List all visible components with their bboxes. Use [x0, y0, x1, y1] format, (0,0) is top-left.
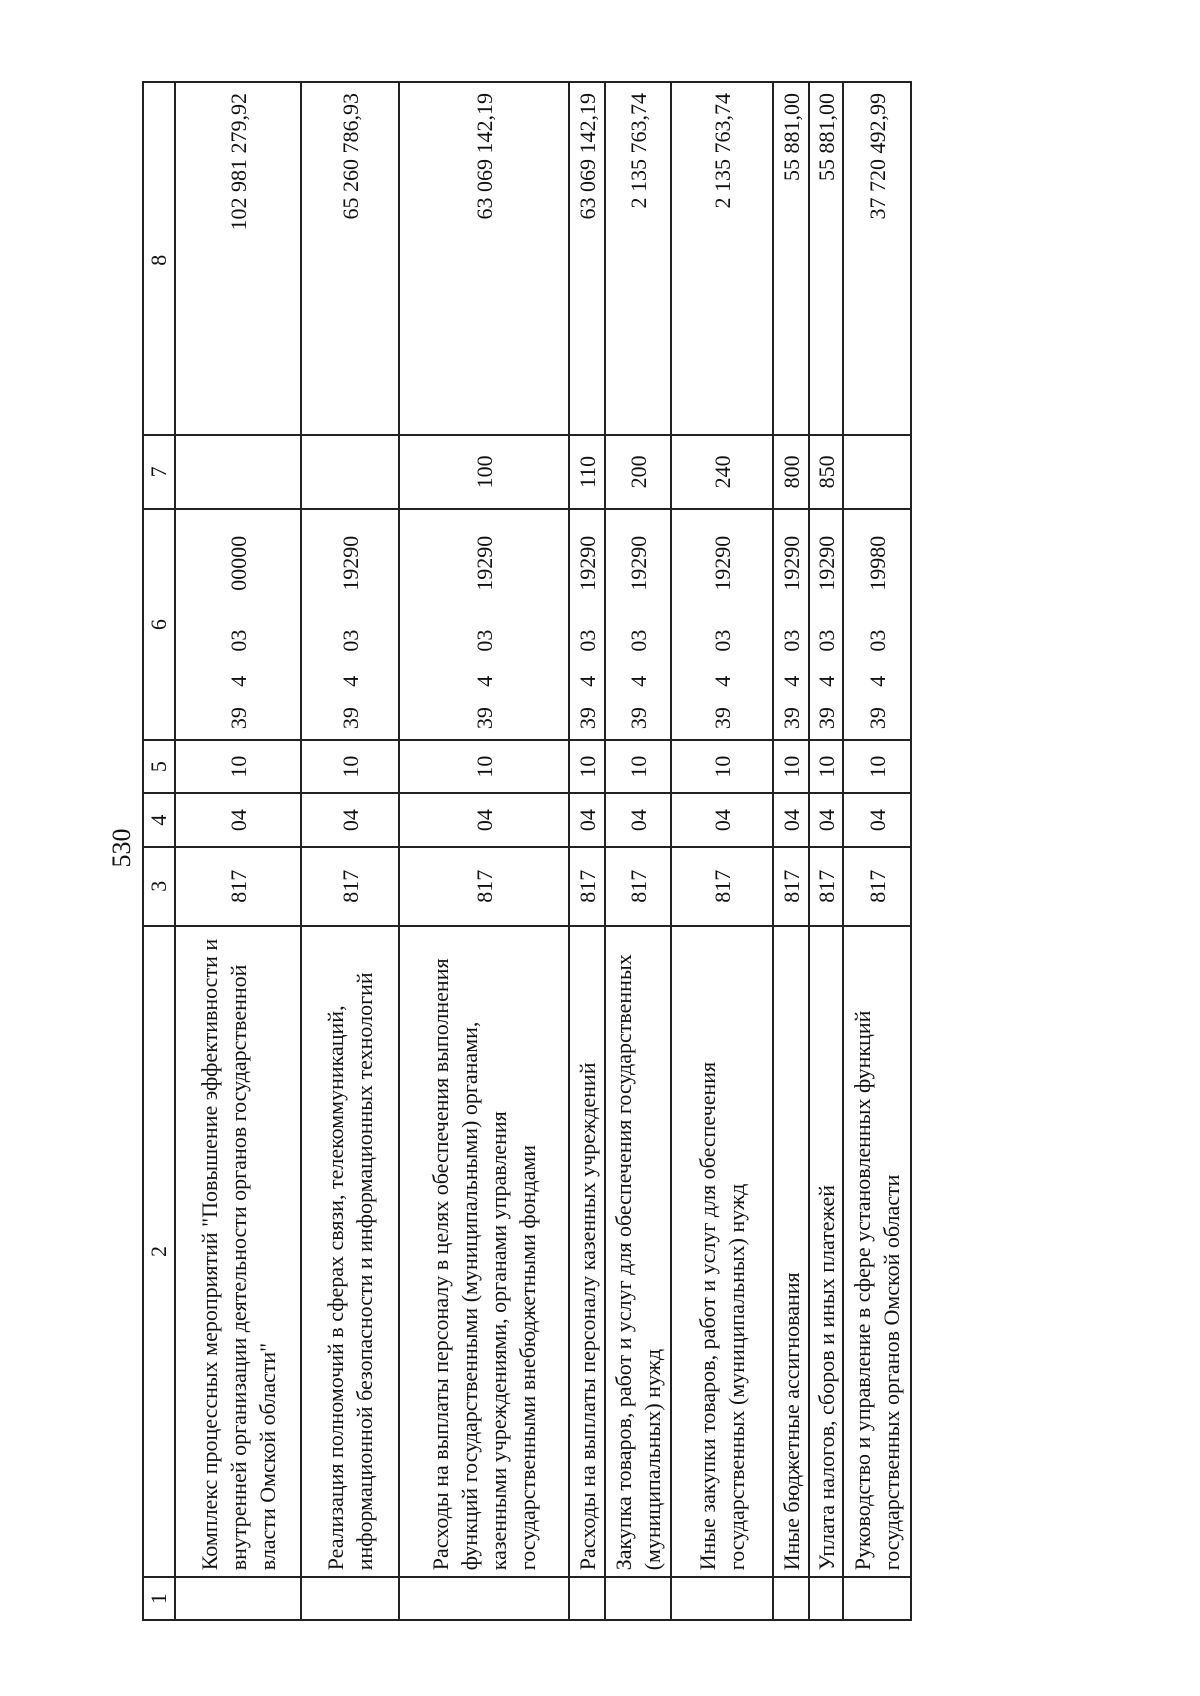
cell-col7: 240 [671, 435, 773, 510]
cell-col6-direction: 19290 [605, 509, 671, 616]
table-body [175, 82, 911, 1620]
cell-col6-program: 39 [175, 697, 301, 740]
cell-col3: 817 [809, 847, 843, 926]
cell-col5: 10 [175, 740, 301, 793]
cell-col7: 850 [809, 435, 843, 510]
table-row [843, 82, 911, 1620]
cell-col4: 04 [671, 793, 773, 846]
header-col-4: 4 [143, 793, 175, 846]
cell-col7: 800 [773, 435, 809, 510]
cell-col6-type: 4 [175, 665, 301, 697]
cell-col6-direction: 19290 [399, 509, 569, 616]
cell-col5: 10 [671, 740, 773, 793]
table-row [671, 82, 773, 1620]
cell-col6-type: 4 [671, 665, 773, 697]
cell-col6-program: 39 [843, 697, 911, 740]
table-row [809, 82, 843, 1620]
cell-col6-complex: 03 [605, 616, 671, 665]
table-row [399, 82, 569, 1620]
cell-col1 [773, 1577, 809, 1620]
cell-col6-direction: 00000 [175, 509, 301, 616]
cell-col6-program: 39 [301, 697, 399, 740]
header-col-2: 2 [143, 926, 175, 1578]
page-number: 530 [107, 828, 136, 868]
cell-col1 [671, 1577, 773, 1620]
cell-col3: 817 [773, 847, 809, 926]
cell-col6-direction: 19290 [671, 509, 773, 616]
cell-col4: 04 [175, 793, 301, 846]
cell-col5: 10 [809, 740, 843, 793]
cell-col5: 10 [843, 740, 911, 793]
cell-col8: 2 135 763,74 [605, 82, 671, 435]
cell-col8: 63 069 142,19 [569, 82, 605, 435]
cell-col1 [175, 1577, 301, 1620]
table-row [605, 82, 671, 1620]
cell-name: Уплата налогов, сборов и иных платежей [809, 926, 843, 1578]
cell-col4: 04 [773, 793, 809, 846]
cell-col8: 2 135 763,74 [671, 82, 773, 435]
cell-col4: 04 [569, 793, 605, 846]
cell-col6-program: 39 [605, 697, 671, 740]
header-col-1: 1 [143, 1577, 175, 1620]
cell-col3: 817 [301, 847, 399, 926]
cell-col6-type: 4 [843, 665, 911, 697]
cell-col3: 817 [671, 847, 773, 926]
header-col-8: 8 [143, 82, 175, 435]
table-row [301, 82, 399, 1620]
cell-col6-direction: 19290 [301, 509, 399, 616]
table-row [175, 82, 301, 1620]
table-row [773, 82, 809, 1620]
cell-name: Расходы на выплаты персоналу казенных учреждений [569, 926, 605, 1578]
header-col-6: 6 [143, 509, 175, 740]
cell-col1 [809, 1577, 843, 1620]
cell-col5: 10 [569, 740, 605, 793]
cell-col7: 200 [605, 435, 671, 510]
cell-col6-complex: 03 [569, 616, 605, 665]
cell-col3: 817 [569, 847, 605, 926]
cell-col3: 817 [399, 847, 569, 926]
cell-col1 [301, 1577, 399, 1620]
cell-col6-program: 39 [569, 697, 605, 740]
cell-col4: 04 [399, 793, 569, 846]
cell-col6-direction: 19290 [809, 509, 843, 616]
cell-col6-type: 4 [605, 665, 671, 697]
cell-col6-type: 4 [773, 665, 809, 697]
budget-table-container [142, 81, 982, 1621]
cell-col3: 817 [843, 847, 911, 926]
cell-col6-program: 39 [809, 697, 843, 740]
header-col-7: 7 [143, 435, 175, 510]
cell-col6-complex: 03 [399, 616, 569, 665]
cell-col3: 817 [175, 847, 301, 926]
cell-col7: 100 [399, 435, 569, 510]
cell-name: Расходы на выплаты персоналу в целях обеспечения выполнения функций государственными (муниципальными) органами, казенными учреждениями, органами управления государственными внебюджетными фондами [399, 926, 569, 1578]
cell-col4: 04 [301, 793, 399, 846]
cell-col6-direction: 19290 [569, 509, 605, 616]
cell-col6-type: 4 [569, 665, 605, 697]
cell-col6-program: 39 [671, 697, 773, 740]
cell-col4: 04 [809, 793, 843, 846]
cell-col8: 65 260 786,93 [301, 82, 399, 435]
cell-col6-complex: 03 [809, 616, 843, 665]
cell-name: Иные закупки товаров, работ и услуг для обеспечения государственных (муниципальных) нужд [671, 926, 773, 1578]
cell-col1 [399, 1577, 569, 1620]
cell-col7 [175, 435, 301, 510]
cell-col4: 04 [605, 793, 671, 846]
cell-col6-complex: 03 [843, 616, 911, 665]
cell-col6-direction: 19980 [843, 509, 911, 616]
cell-col5: 10 [399, 740, 569, 793]
cell-col8: 102 981 279,92 [175, 82, 301, 435]
cell-col6-complex: 03 [175, 616, 301, 665]
cell-name: Комплекс процессных мероприятий "Повышение эффективности и внутренней организации деятельности органов государственной власти Омской области" [175, 926, 301, 1578]
header-col-5: 5 [143, 740, 175, 793]
cell-col1 [843, 1577, 911, 1620]
cell-col1 [605, 1577, 671, 1620]
cell-col6-complex: 03 [301, 616, 399, 665]
cell-col8: 37 720 492,99 [843, 82, 911, 435]
table-header-row [143, 82, 175, 1620]
cell-col7 [301, 435, 399, 510]
cell-col1 [569, 1577, 605, 1620]
cell-col6-complex: 03 [671, 616, 773, 665]
cell-col8: 55 881,00 [809, 82, 843, 435]
cell-name: Закупка товаров, работ и услуг для обеспечения государственных (муниципальных) нужд [605, 926, 671, 1578]
cell-col4: 04 [843, 793, 911, 846]
cell-col6-type: 4 [809, 665, 843, 697]
cell-col3: 817 [605, 847, 671, 926]
cell-col6-complex: 03 [773, 616, 809, 665]
cell-name: Иные бюджетные ассигнования [773, 926, 809, 1578]
cell-col8: 63 069 142,19 [399, 82, 569, 435]
cell-col6-type: 4 [399, 665, 569, 697]
cell-name: Руководство и управление в сфере установленных функций государственных органов Омской области [843, 926, 911, 1578]
cell-col5: 10 [773, 740, 809, 793]
cell-col5: 10 [301, 740, 399, 793]
header-col-3: 3 [143, 847, 175, 926]
cell-col7 [843, 435, 911, 510]
cell-name: Реализация полномочий в сферах связи, телекоммуникаций, информационной безопасности и информационных технологий [301, 926, 399, 1578]
cell-col6-program: 39 [773, 697, 809, 740]
cell-col8: 55 881,00 [773, 82, 809, 435]
cell-col7: 110 [569, 435, 605, 510]
cell-col6-type: 4 [301, 665, 399, 697]
cell-col5: 10 [605, 740, 671, 793]
table-row [569, 82, 605, 1620]
cell-col6-program: 39 [399, 697, 569, 740]
cell-col6-direction: 19290 [773, 509, 809, 616]
budget-table [142, 81, 912, 1621]
